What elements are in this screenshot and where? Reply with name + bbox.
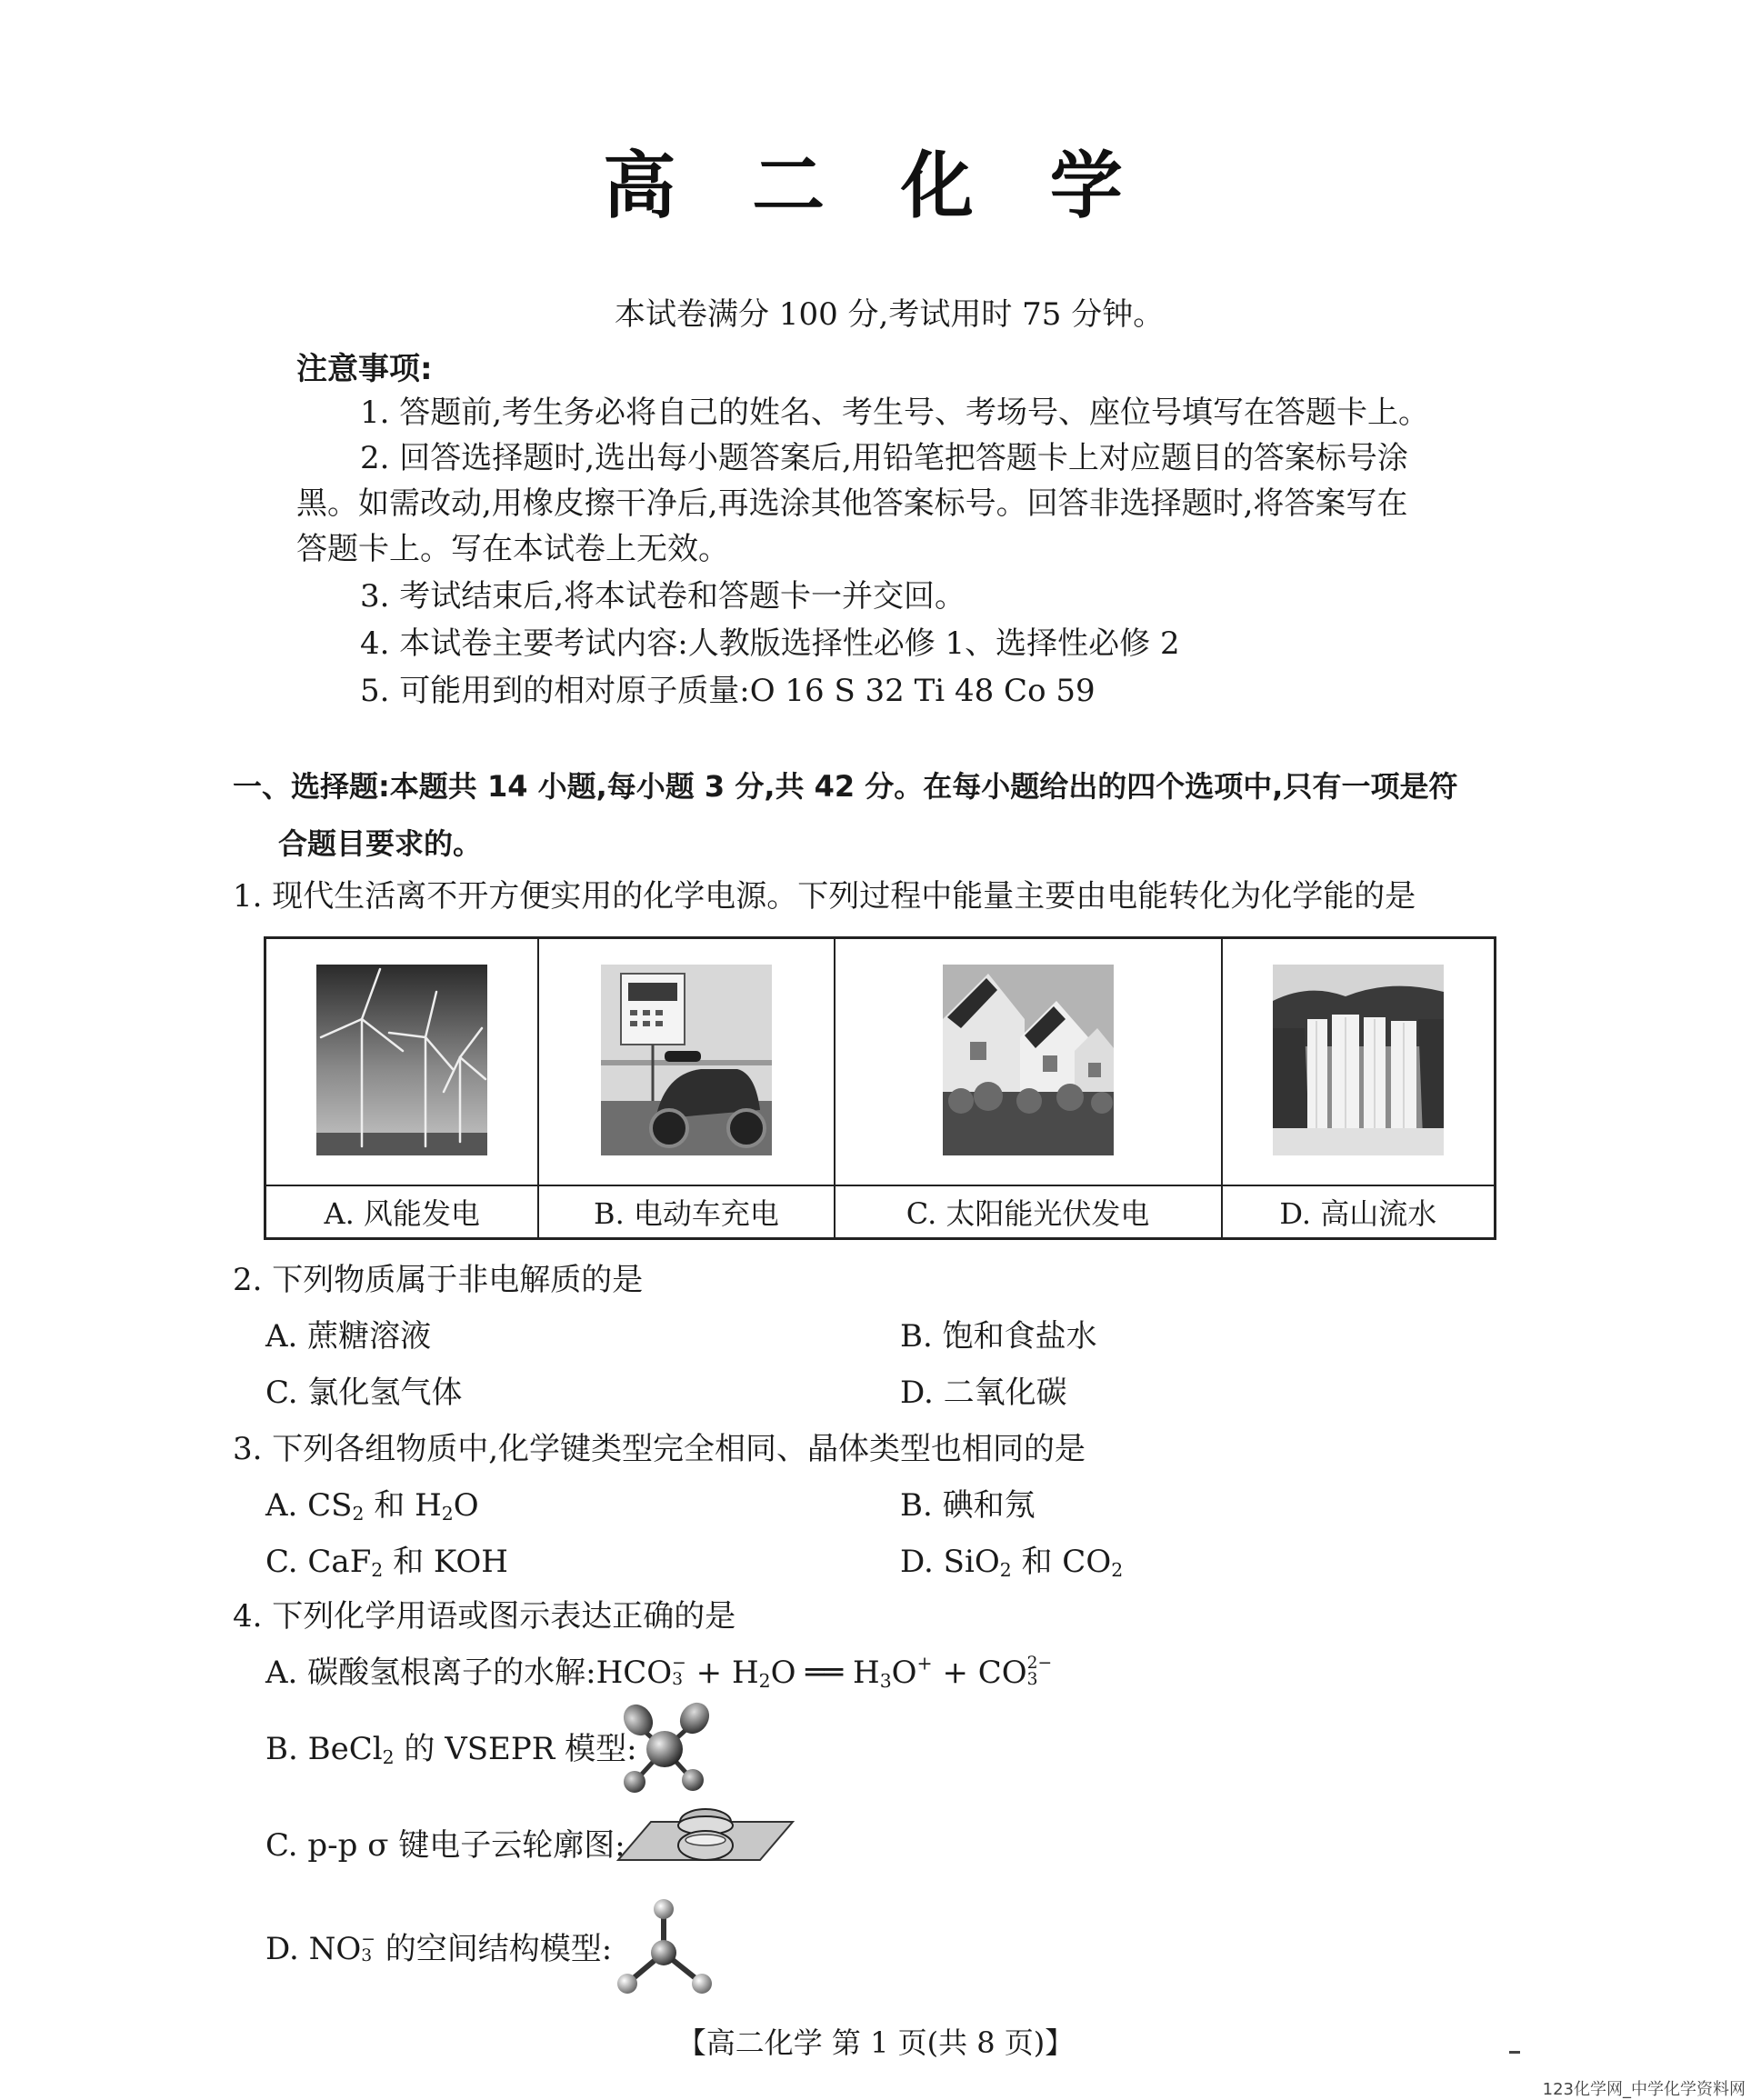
question-1-stem: 1. 现代生活离不开方便实用的化学电源。下列过程中能量主要由电能转化为化学能的是 xyxy=(233,878,1416,915)
sigma-bond-cloud-figure xyxy=(615,1802,796,1875)
wind-turbine-image xyxy=(316,965,487,1155)
option-c-label: C. 太阳能光伏发电 xyxy=(835,1185,1222,1239)
question-3-option-c: C. CaF$_2$ 和 KOH xyxy=(265,1544,508,1582)
question-2-option-b: B. 饱和食盐水 xyxy=(900,1318,1097,1355)
notice-item-2-end: 答题卡上。写在本试卷上无效。 xyxy=(296,531,729,567)
exam-intro: 本试卷满分 100 分,考试用时 75 分钟。 xyxy=(615,296,1165,333)
nitrate-model-figure xyxy=(609,1896,718,1998)
question-2-stem: 2. 下列物质属于非电解质的是 xyxy=(233,1262,644,1298)
question-2-option-c: C. 氯化氢气体 xyxy=(265,1375,463,1411)
section-heading: 一、选择题:本题共 14 小题,每小题 3 分,共 42 分。在每小题给出的四个选项中,只有一项是符 xyxy=(233,769,1458,804)
question-4-option-c: C. p-p σ 键电子云轮廓图: xyxy=(265,1827,625,1864)
option-d-label: D. 高山流水 xyxy=(1222,1185,1496,1239)
option-b-label: B. 电动车充电 xyxy=(538,1185,834,1239)
question-3-option-b: B. 碘和氖 xyxy=(900,1487,1036,1524)
waterfall-image xyxy=(1273,965,1444,1155)
question-4-option-d: D. NO − 3 的空间结构模型: xyxy=(265,1930,613,1967)
option-a-image-cell xyxy=(265,938,539,1186)
watermark-text: 123化学网_中学化学资料网 xyxy=(1542,2080,1746,2099)
question-4-option-b: B. BeCl$_2$ 的 VSEPR 模型: xyxy=(265,1731,637,1769)
notice-item-5: 5. 可能用到的相对原子质量:O 16 S 32 Ti 48 Co 59 xyxy=(360,673,1096,709)
page-footer: 【高二化学 第 1 页(共 8 页)】 xyxy=(676,2025,1075,2060)
question-3-stem: 3. 下列各组物质中,化学键类型完全相同、晶体类型也相同的是 xyxy=(233,1431,1086,1467)
notice-heading: 注意事项: xyxy=(296,351,433,387)
question-3-option-d: D. SiO$_2$ 和 $CO_2$ xyxy=(900,1544,1124,1582)
corner-mark xyxy=(1509,2051,1520,2054)
notice-item-2: 2. 回答选择题时,选出每小题答案后,用铅笔把答题卡上对应题目的答案标号涂 xyxy=(360,440,1408,476)
question-2-option-d: D. 二氧化碳 xyxy=(900,1375,1067,1411)
question-1-option-table xyxy=(264,936,1496,1240)
question-4-stem: 4. 下列化学用语或图示表达正确的是 xyxy=(233,1598,736,1635)
ev-charging-image xyxy=(601,965,772,1155)
option-d-image-cell xyxy=(1222,938,1496,1186)
section-heading-cont: 合题目要求的。 xyxy=(278,826,483,861)
option-b-image-cell xyxy=(538,938,834,1186)
exam-title: 高 二 化 学 xyxy=(603,144,1148,228)
question-4-option-a: A. 碳酸氢根离子的水解:HCO − 3 + $H_2O$ ══ $H_3O^+$ + CO 2− 3 xyxy=(265,1652,1053,1693)
option-c-image-cell xyxy=(835,938,1222,1186)
notice-item-3: 3. 考试结束后,将本试卷和答题卡一并交回。 xyxy=(360,578,966,615)
question-2-option-a: A. 蔗糖溶液 xyxy=(265,1318,432,1355)
option-a-label: A. 风能发电 xyxy=(265,1185,539,1239)
notice-item-1: 1. 答题前,考生务必将自己的姓名、考生号、考场号、座位号填写在答题卡上。 xyxy=(360,395,1430,431)
solar-house-image xyxy=(943,965,1114,1155)
notice-item-2-cont: 黑。如需改动,用橡皮擦干净后,再选涂其他答案标号。回答非选择题时,将答案写在 xyxy=(296,485,1408,522)
vsepr-model-figure xyxy=(615,1700,715,1798)
question-3-option-a: A. $CS_2$ 和 $H_2O$ xyxy=(265,1487,479,1525)
notice-item-4: 4. 本试卷主要考试内容:人教版选择性必修 1、选择性必修 2 xyxy=(360,625,1180,662)
